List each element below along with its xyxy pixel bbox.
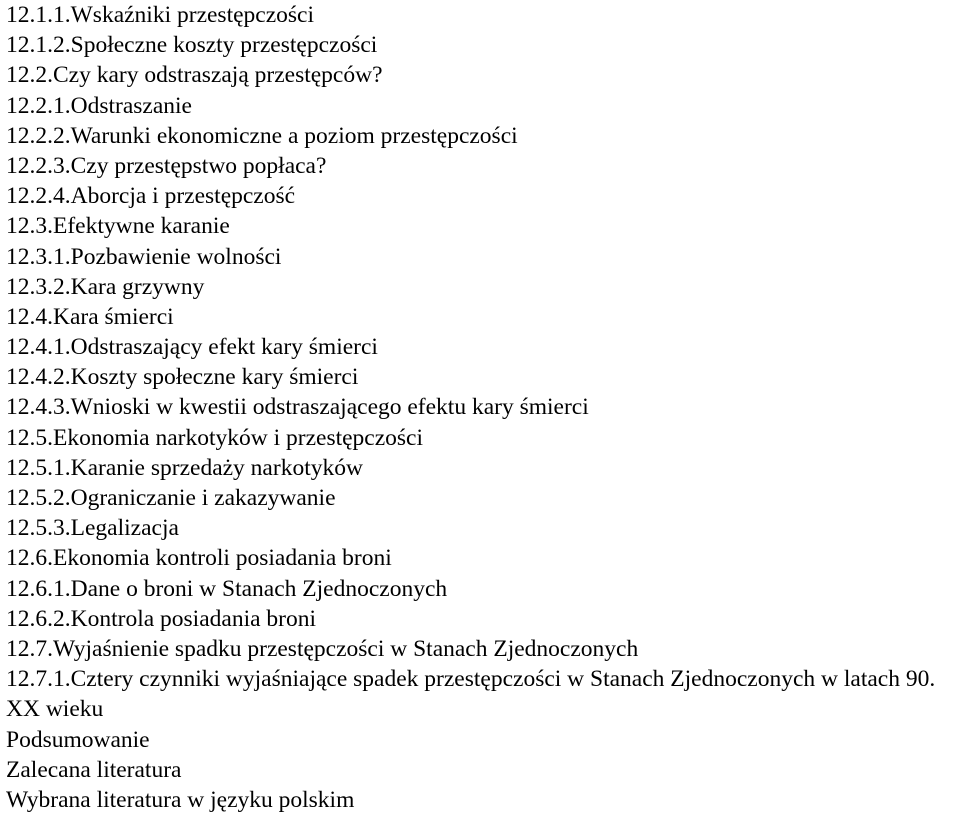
toc-entry-title: Dane o broni w Stanach Zjednoczonych (70, 575, 448, 602)
toc-entry (6, 181, 956, 211)
table-of-contents (6, 0, 956, 815)
polish-literature-entry: Wybrana literatura w języku polskim (6, 786, 355, 813)
toc-entry-title: Legalizacja (70, 515, 179, 542)
toc-entry-title: Karanie sprzedaży narkotyków (70, 454, 363, 481)
toc-entry-number: 12.7.1. (6, 666, 71, 693)
toc-entry (6, 302, 956, 332)
toc-entry-title: Ekonomia narkotyków i przestępczości (53, 424, 424, 451)
toc-entry-number: 12.4.2. (6, 364, 71, 391)
toc-entry-number: 12.6.1. (6, 575, 71, 602)
toc-entry-number: 12.6. (6, 545, 53, 572)
toc-entry-number: 12.2.4. (6, 183, 71, 210)
summary-entry: Podsumowanie (6, 726, 150, 753)
toc-entry (6, 453, 956, 483)
toc-entry-number: 12.5.3. (6, 515, 71, 542)
toc-entry (6, 574, 956, 604)
toc-entry (6, 423, 956, 453)
toc-entry (6, 242, 956, 272)
toc-entry-number: 12.2.1. (6, 92, 71, 119)
toc-entry-number: 12.5.2. (6, 485, 71, 511)
toc-entry-title: Efektywne karanie (53, 213, 230, 240)
toc-entry-title: Odstraszanie (70, 92, 192, 119)
toc-entry-number: 12.3.1. (6, 243, 71, 270)
toc-entry (6, 392, 956, 422)
toc-entry (6, 664, 956, 724)
toc-entry-title: Wyjaśnienie spadku przestępczości w Stanach Zjednoczonych (53, 635, 639, 662)
toc-entry-title: Warunki ekonomiczne a poziom przestępczości (70, 122, 518, 149)
toc-entry-number: 12.4.1. (6, 334, 71, 361)
toc-entry-title: Kontrola posiadania broni (70, 605, 317, 632)
toc-entry-title: Ograniczanie i zakazywanie (70, 485, 336, 511)
toc-entry-number: 12.6.2. (6, 605, 71, 632)
toc-entry-number: 12.1.2. (6, 32, 71, 59)
toc-entry-number: 12.2. (6, 62, 53, 89)
toc-entry-number: 12.3.2. (6, 273, 71, 300)
toc-entry (6, 121, 956, 151)
toc-entry (6, 272, 956, 302)
toc-entry-number: 12.1.1. (6, 2, 71, 28)
toc-entry (6, 634, 956, 664)
toc-entry (6, 362, 956, 392)
toc-entry (6, 604, 956, 634)
toc-entry-number: 12.5. (6, 424, 53, 451)
toc-entry-title: Wnioski w kwestii odstraszającego efektu kary śmierci (70, 394, 589, 421)
toc-entry-title: Społeczne koszty przestępczości (70, 32, 378, 59)
toc-entry-title: Czy kary odstraszają przestępców? (53, 62, 383, 89)
toc-entry-title: Kara śmierci (53, 303, 174, 330)
toc-entry (6, 60, 956, 90)
toc-entry (6, 151, 956, 181)
toc-entry-title: Odstraszający efekt kary śmierci (70, 334, 378, 361)
toc-entry (6, 0, 956, 30)
toc-entry-number: 12.3. (6, 213, 53, 240)
toc-entry-title: Koszty społeczne kary śmierci (70, 364, 359, 391)
toc-entry-title: Wskaźniki przestępczości (70, 2, 315, 28)
toc-entry-title: Ekonomia kontroli posiadania broni (53, 545, 392, 572)
toc-entry (6, 543, 956, 573)
recommended-literature-entry: Zalecana literatura (6, 756, 182, 783)
toc-entry-number: 12.4.3. (6, 394, 71, 421)
toc-entry (6, 332, 956, 362)
toc-entry-title: Cztery czynniki wyjaśniające spadek przestępczości w Stanach Zjednoczonych w latach 90. XX wieku (6, 666, 936, 723)
toc-entry-title: Kara grzywny (70, 273, 205, 300)
toc-entry (6, 513, 956, 543)
toc-entry-number: 12.5.1. (6, 454, 71, 481)
toc-entry-title: Aborcja i przestępczość (70, 183, 296, 210)
toc-entry (6, 211, 956, 241)
toc-entry (6, 483, 956, 513)
toc-entry-number: 12.2.3. (6, 152, 71, 179)
toc-entry-number: 12.2.2. (6, 122, 71, 149)
toc-entry-number: 12.4. (6, 303, 53, 330)
toc-entry (6, 91, 956, 121)
toc-entry-title: Pozbawienie wolności (70, 243, 282, 270)
toc-entry (6, 30, 956, 60)
toc-entry-number: 12.7. (6, 635, 53, 662)
toc-entry-title: Czy przestępstwo popłaca? (70, 152, 327, 179)
